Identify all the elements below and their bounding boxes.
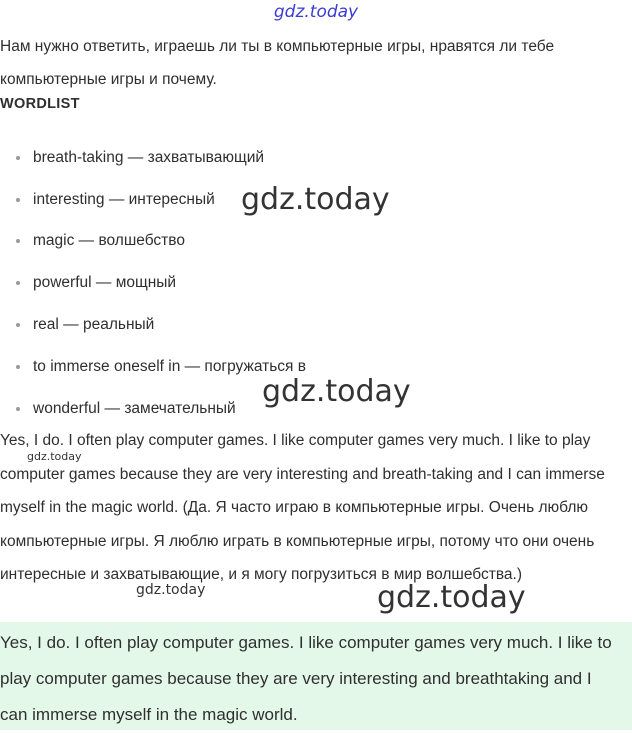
bullet-icon <box>0 320 33 330</box>
watermark: gdz.today <box>377 580 526 615</box>
list-item <box>0 262 306 304</box>
watermark: gdz.today <box>27 450 82 463</box>
bullet-icon <box>0 236 33 246</box>
bullet-icon <box>0 278 33 288</box>
watermark: gdz.today <box>136 582 206 598</box>
watermark-top: gdz.today <box>273 2 359 22</box>
list-item <box>0 221 306 263</box>
watermark: gdz.today <box>262 374 411 409</box>
list-item-text: magic — волшебство <box>33 232 185 250</box>
bullet-icon <box>0 404 33 414</box>
list-item-text: breath-taking — захватывающий <box>33 148 265 166</box>
highlighted-answer-box <box>0 622 632 730</box>
bullet-icon <box>0 195 33 205</box>
bullet-icon <box>0 362 33 372</box>
list-item-text: powerful — мощный <box>33 274 177 292</box>
list-item-text: wonderful — замечательный <box>33 399 236 417</box>
watermark: gdz.today <box>241 182 390 217</box>
wordlist <box>0 137 306 430</box>
question-text: Нам нужно ответить, играешь ли ты в компьютерные игры, нравятся ли тебе компьютерные игры и почему. <box>0 38 555 88</box>
list-item-text: interesting — интересный <box>33 190 215 208</box>
answer-text: Yes, I do. I often play computer games. I like computer games very much. I like to play computer games because they are very interesting and breath-taking and I can immerse myself in the magic world. (Да. Я часто играю в компьютерные игры. Очень люблю компьютерные игры. Я люблю играть в компьютерные игры, потому что они очень интересные и захватывающие, и я могу погрузиться в мир волшебства.) <box>0 432 605 583</box>
list-item-text: to immerse oneself in — погружаться в <box>33 357 306 375</box>
list-item-text: real — реальный <box>33 316 155 334</box>
bullet-icon <box>0 153 33 163</box>
wordlist-heading: WORDLIST <box>0 96 80 112</box>
list-item <box>0 304 306 346</box>
highlighted-answer-text: Yes, I do. I often play computer games. I like computer games very much. I like to play computer games because they are very interesting and breathtaking and I can immerse myself in the magic world. <box>0 633 612 724</box>
list-item <box>0 346 306 388</box>
list-item <box>0 137 306 179</box>
